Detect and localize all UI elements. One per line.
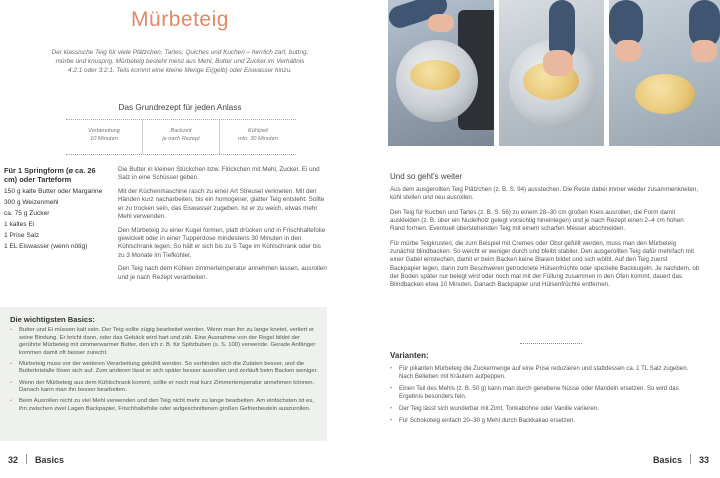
basics-box [0, 307, 327, 441]
variant-text: Einen Teil des Mehls (z. B. 50 g) kann man durch geriebene Nüsse oder Mandeln ersetzen. So wird das Ergebnis besonders fein. [399, 385, 679, 400]
variants-title: Varianten: [390, 351, 429, 360]
photo-dough-ball [609, 0, 720, 146]
hand-shape [615, 40, 641, 62]
bullet-icon: • [390, 365, 393, 372]
instruction-paragraph: Für mürbe Teigkrusten, die zum Beispiel mit Cremes oder Obst gefüllt werden, muss man den Mürbeteig zunächst blindbacken. So weicht er weniger durch und bleibt stabiler. Den ausgerollten Teig dafür mehrfach mit einer Gabel einstechen, damit er beim Backen keine Blasen bildet und sich wölbt. Auf den Teig zuerst Backpapier legen, dann zum Beschweren getrocknete Hülsenfrüchte oder spezielle Backkugeln. Je nachdem, ob der Boden später nur belegt wird oder noch mal mit der Füllung zusammen in den Ofen kommt, dauert das Blindbacken etwa 10 Minuten. Danach Backpapier und Hülsenfrüchte entfernen. [390, 240, 700, 289]
hand-shape [691, 40, 717, 62]
bullet-icon: • [10, 327, 13, 333]
time-cool [219, 120, 296, 154]
ingredient-item: 1 Prise Salz [4, 232, 40, 240]
intro-text: Der klassische Teig für viele Plätzchen, Tartes, Quiches und Kuchen – herrlich zart, buttrig, mürbe und knusprig. Mürbeteig besteht meist aus Mehl, Butter und Zucker im Verhältnis 4:2:1 oder 3:2:1. Teils kommt eine kleine Menge Ei(gelb) oder Eiswasser hinzu. [51, 49, 309, 74]
time-prep [66, 120, 142, 154]
basics-item-text: Beim Ausrollen nicht zu viel Mehl verwenden und den Teig nicht mehr zu lange bearbeiten. Am einfachsten ist es, ihn zwischen zwei Lagen Backpapier, Frischhaltefolie oder aufgeschnittenen großen Gefrierbeuteln auszurollen. [19, 398, 314, 412]
variant-text: Für Schokoteig einfach 20–30 g Mehl durch Backkakao ersetzen. [399, 417, 576, 424]
grundrezept-heading: Das Grundrezept für jeden Anlass [118, 103, 242, 112]
step-paragraph: Mit der Küchenmaschine rasch zu einer Art Streusel verkneten. Mit den Händen kurz nacharbeiten, bis ein homogener, glatter Teig entsteht. Sollte er zu trocken sein, das Eiswasser zugeben. Ist er zu weich, etwas mehr Mehl verwenden. [118, 188, 325, 220]
basics-item [10, 398, 320, 413]
step-paragraph: Den Mürbeteig zu einer Kugel formen, platt drücken und in Frischhaltefolie gewickelt oder in einer Tupperdose mindestens 30 Minuten in den Kühlschrank legen. So hält er sich bis zu 5 Tage im Kühlschrank oder bis zu 3 Monate im Tiefkühler. [118, 226, 326, 259]
ingredient-item: 150 g kalte Butter oder Margarine [4, 188, 103, 195]
basics-item-text: Butter und Ei müssen kalt sein. Der Teig sollte zügig bearbeitet werden. Wenn man ihn zu lange knetet, verliert er seine Bindung. Er bricht dann, oder das Gebäck wird hart und zäh. Eine Ausnahme von der Regel bildet der gerührte Mürbeteig mit zimmerwarmer Butter, den ich z. B. für Spitzbuben (s. S. 100) verwende. Gerade Anfänger kommen damit oft besser zurecht. [19, 327, 316, 356]
instruction-paragraph: Aus dem ausgerollten Teig Plätzchen (z. B. S. 94) ausstechen. Die Reste dabei immer wieder zusammenkneten, kühl stellen und neu ausrollen. [390, 186, 699, 202]
variants-list [390, 365, 695, 429]
basics-list [10, 327, 320, 417]
step-paragraph: Die Butter in kleinen Stückchen bzw. Flöckchen mit Mehl, Zucker, Ei und Salz in eine Schüssel geben. [118, 166, 320, 182]
footer-left [8, 454, 64, 465]
variant-text: Für pikanten Mürbeteig die Zuckermenge auf eine Prise reduzieren und stattdessen ca. 1 TL Salz zugeben. Nach Belieben mit Kräutern aufpeppen. [399, 365, 689, 380]
footer-divider [26, 454, 27, 464]
footer-label: Basics [652, 455, 682, 465]
variant-item [390, 385, 695, 401]
time-bake [142, 120, 219, 154]
time-cool-value: min. 30 Minuten [238, 136, 278, 142]
time-prep-label: Vorbereitung [88, 128, 120, 134]
hand-shape [428, 14, 454, 32]
instructions-text [390, 186, 700, 296]
page-number: 33 [698, 455, 709, 465]
variant-item [390, 417, 695, 425]
time-cool-label: Kühlzeit [248, 128, 268, 134]
basics-item [10, 380, 320, 395]
time-prep-value: 10 Minuten [90, 136, 118, 142]
ingredient-item: 1 kaltes Ei [4, 221, 35, 229]
instruction-paragraph: Den Teig für Kuchen und Tartes (z. B. S. 56) zu einem 28–30 cm großen Kreis ausrollen, die Form damit auskleiden (z. B. über ein Nudelholz gelegt vorsichtig hineinlegen) und je nach Rezept einen 2–4 cm hohen Rand formen. Eventuell überstehenden Teig mit einem scharfen Messer abschneiden. [390, 208, 684, 233]
bullet-icon: • [10, 379, 13, 386]
variant-item [390, 405, 695, 413]
ingredient-item: 1 EL Eiswasser (wenn nötig) [4, 243, 88, 251]
page-title: Mürbeteig [131, 8, 229, 31]
bullet-icon: • [390, 385, 393, 392]
time-bake-label: Backzeit [170, 128, 192, 134]
ingredients-title: Für 1 Springform (ø ca. 26 cm) oder Tarteform [4, 166, 96, 184]
basics-item [10, 361, 320, 376]
ingredients [4, 166, 104, 255]
basics-item [10, 327, 320, 357]
ingredient-item: 300 g Weizenmehl [4, 199, 59, 207]
basics-item-text: Mürbeteig muss vor der weiteren Verarbeitung gekühlt werden. So verbinden sich die Zutaten besser, und die Butterkristalle lösen sich auf. Zum anderen lässt er sich später besser ausrollen und zerläuft beim Backen weniger. [19, 360, 318, 375]
dough-ball [635, 74, 695, 114]
bullet-icon: • [10, 398, 13, 405]
footer-label: Basics [35, 455, 65, 465]
step-paragraph: Den Teig nach dem Kühlen zimmertemperatur annehmen lassen, ausrollen und je nach Rezept verarbeiten. [118, 265, 327, 281]
page-number: 32 [8, 455, 19, 465]
variant-item [390, 365, 695, 381]
basics-title: Die wichtigsten Basics: [10, 315, 95, 324]
time-info-bar [66, 119, 296, 155]
footer-divider [690, 454, 691, 464]
variant-text: Der Teig lässt sich wunderbar mit Zimt, Tonkabohne oder Vanille variieren. [399, 405, 599, 412]
photo-kneading [499, 0, 604, 146]
dotted-divider [520, 343, 582, 344]
dough-crumbs [410, 60, 460, 90]
bullet-icon: • [390, 405, 393, 412]
time-bake-value: je nach Rezept [162, 136, 200, 142]
basics-item-text: Wenn der Mürbeteig aus dem Kühlschrank kommt, sollte er noch mal kurz Zimmertemperatur annehmen können. Danach kann man ihn besser bearbeiten. [19, 379, 315, 394]
footer-right [653, 454, 709, 465]
bullet-icon: • [10, 360, 13, 367]
bullet-icon: • [390, 417, 393, 424]
section-heading: Und so geht's weiter [390, 172, 463, 181]
right-page [360, 0, 720, 478]
method-steps [118, 166, 328, 288]
hand-shape [543, 50, 573, 76]
photo-mixer [388, 0, 494, 146]
ingredient-item: ca. 75 g Zucker [4, 210, 50, 218]
